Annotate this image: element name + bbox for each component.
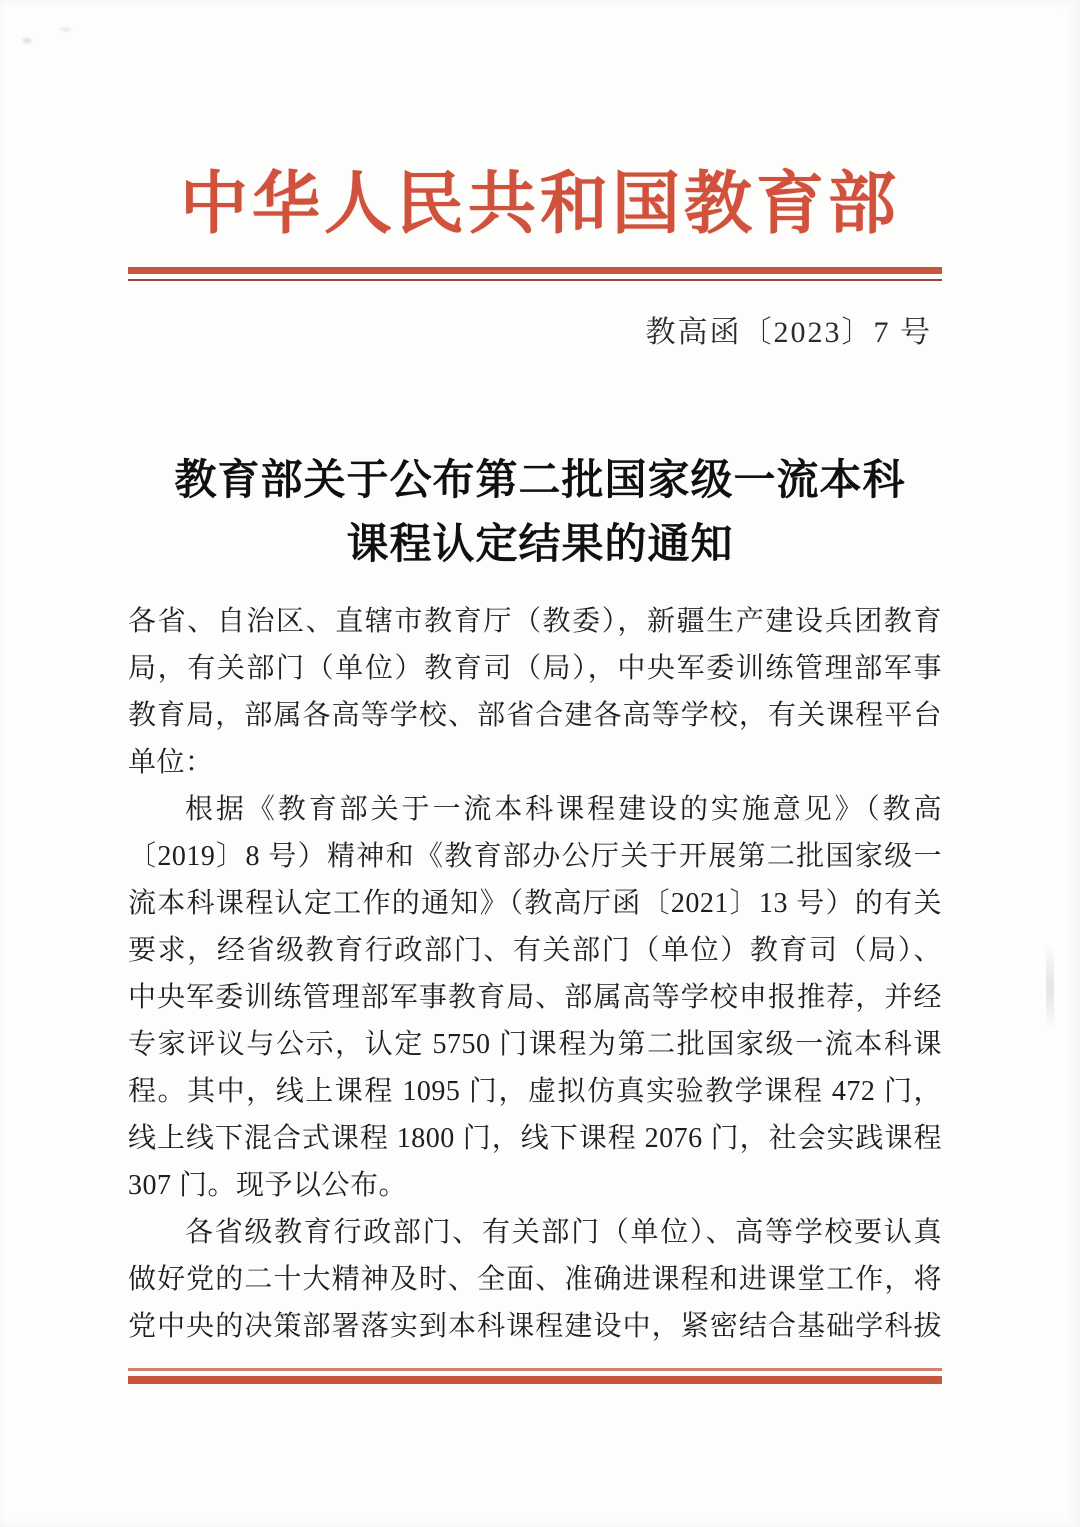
body-text-line: 〔2019〕8 号）精神和《教育部办公厅关于开展第二批国家级一 bbox=[128, 841, 942, 872]
letterhead-rule-thin bbox=[128, 279, 942, 281]
body-text-line: 线上线下混合式课程 1800 门，线下课程 2076 门，社会实践课程 bbox=[128, 1123, 942, 1154]
scan-artifact bbox=[20, 36, 34, 45]
doc-reference-number: 教高函〔2023〕7 号 bbox=[645, 316, 932, 349]
body-text-line: 流本科课程认定工作的通知》（教高厅函〔2021〕13 号）的有关 bbox=[128, 888, 942, 919]
body-text-line: 307 门。现予以公布。 bbox=[128, 1170, 408, 1201]
footer-rule-thin bbox=[128, 1368, 942, 1371]
body-text-line: 专家评议与公示，认定 5750 门课程为第二批国家级一流本科课 bbox=[128, 1029, 942, 1060]
body-text-line: 党中央的决策部署落实到本科课程建设中，紧密结合基础学科拔 bbox=[128, 1311, 942, 1342]
body-text-line: 教育局，部属各高等学校、部省合建各高等学校，有关课程平台 bbox=[128, 700, 942, 731]
body-text-line: 各省、自治区、直辖市教育厅（教委），新疆生产建设兵团教育 bbox=[128, 606, 942, 637]
letterhead-rule-thick bbox=[128, 267, 942, 274]
scan-artifact bbox=[58, 26, 74, 33]
body-text-line: 根据《教育部关于一流本科课程建设的实施意见》（教高 bbox=[185, 794, 942, 825]
document-body bbox=[128, 598, 942, 1350]
document-title-line: 教育部关于公布第二批国家级一流本科 bbox=[174, 458, 906, 504]
body-text-line: 要求，经省级教育行政部门、有关部门（单位）教育司（局）、 bbox=[128, 935, 942, 966]
body-text-line: 中央军委训练管理部军事教育局、部属高等学校申报推荐，并经 bbox=[128, 982, 942, 1013]
body-text-line: 局，有关部门（单位）教育司（局），中央军委训练管理部军事 bbox=[128, 653, 942, 684]
document-title-line: 课程认定结果的通知 bbox=[346, 522, 734, 568]
body-text-line: 单位： bbox=[128, 747, 214, 778]
body-text-line: 做好党的二十大精神及时、全面、准确进课程和进课堂工作，将 bbox=[128, 1264, 942, 1295]
body-text-line: 程。其中，线上课程 1095 门，虚拟仿真实验教学课程 472 门， bbox=[128, 1076, 942, 1107]
letterhead-org-name: 中华人民共和国教育部 bbox=[179, 166, 900, 242]
footer-rule-thick bbox=[128, 1376, 942, 1384]
scan-artifact bbox=[1046, 944, 1054, 1032]
document-title bbox=[0, 449, 1080, 577]
body-text-line: 各省级教育行政部门、有关部门（单位）、高等学校要认真 bbox=[185, 1217, 942, 1248]
